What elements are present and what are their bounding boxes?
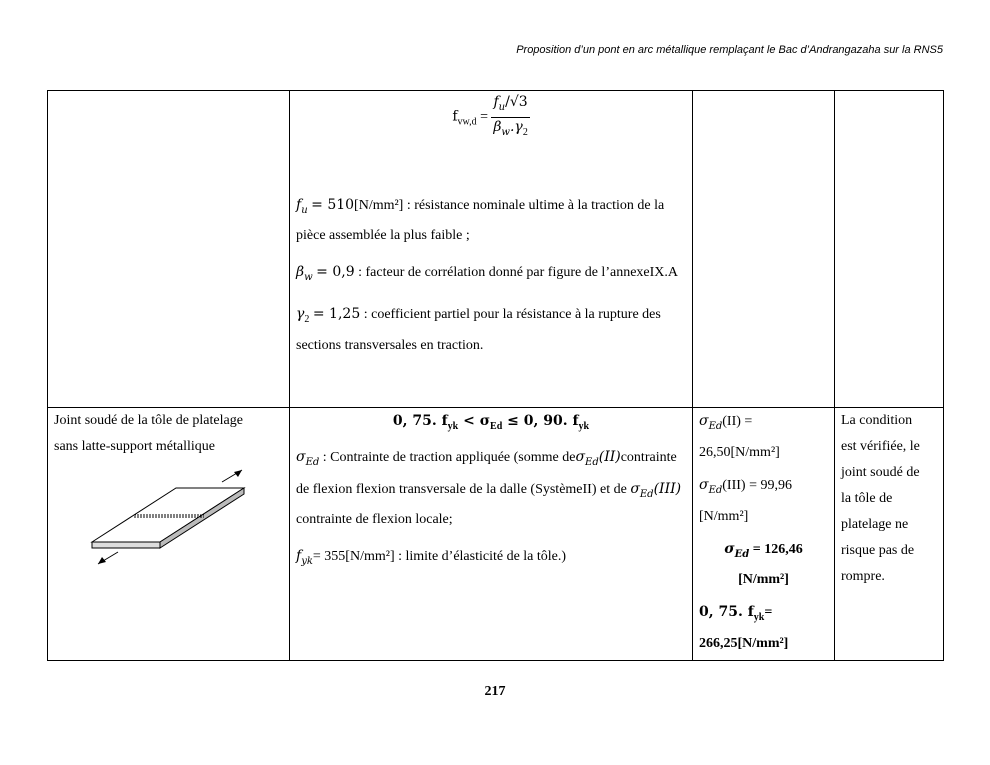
table-row	[48, 408, 944, 661]
sigma-iii-value: $\sigma_{Ed}(III) = 99,96$ [N/mm²]	[699, 476, 792, 524]
page-number: 217	[484, 684, 506, 699]
row2-cell-3	[693, 408, 835, 661]
g2-definition: $\gamma_2 = 1,25$ : coefficient partiel pour la résistance à la rupture des sections transversales en traction.	[296, 306, 661, 353]
row1-cell-2	[290, 91, 693, 408]
row1-cell-1	[48, 91, 290, 408]
condition-formula: 0, 75. $f_{yk} < \sigma_{Ed} \le 0$, 90. $f_{yk}$	[392, 413, 590, 432]
sigma-definition: $\sigma_{Ed}$ : Contrainte de traction appliquée (somme deσ$_{Ed}$(II)contrainte de flexion flexion transversale de la dalle (SystèmeII) et de $\sigma_{Ed}(III)$ contrainte de flexion locale;	[296, 448, 682, 528]
row2-cell-2	[290, 408, 693, 661]
limit-value: 0, 75. $f_{yk}=$ 266,25[N/mm²]	[699, 604, 789, 652]
row2-cell-1	[48, 408, 290, 661]
sigma-ii-value: $\sigma_{Ed}(II)$ = 26,50[N/mm²]	[699, 413, 780, 460]
verification-table	[47, 90, 944, 661]
row1-cell-4	[835, 91, 944, 408]
bw-definition: $\beta_w = 0,9$ : facteur de corrélation donné par figure de l’annexeIX.A	[296, 264, 679, 284]
page-header: Proposition d’un pont en arc métallique remplaçant le Bac d’Andrangazaha sur la RNS5	[516, 44, 943, 56]
table-row	[48, 91, 944, 408]
row1-cell-3	[693, 91, 835, 408]
conclusion-text: La condition est vérifiée, le joint soudé de la tôle de platelage ne risque pas de rompre.	[841, 413, 920, 584]
welded-plate-figure	[82, 468, 262, 568]
weld-resistance-formula: $f_{vw,d}$ = $\frac{f_u/√3}{\beta_w.\gamma_2}$	[452, 94, 528, 138]
row2-cell-4	[835, 408, 944, 661]
fu-definition: $f_u = 510[N/mm^2]$ : résistance nominale ultime à la traction de la pièce assemblée la plus faible ;	[296, 196, 665, 244]
joint-title: Joint soudé de la tôle de platelage sans latte-support métallique	[54, 413, 243, 454]
sigma-total-value: $\sigma_{Ed} = 126,46$ [N/mm²]	[724, 540, 803, 588]
fyk-definition: $f_{yk}= 355[N/mm^2]$ : limite d’élasticité de la tôle.)	[296, 548, 567, 568]
